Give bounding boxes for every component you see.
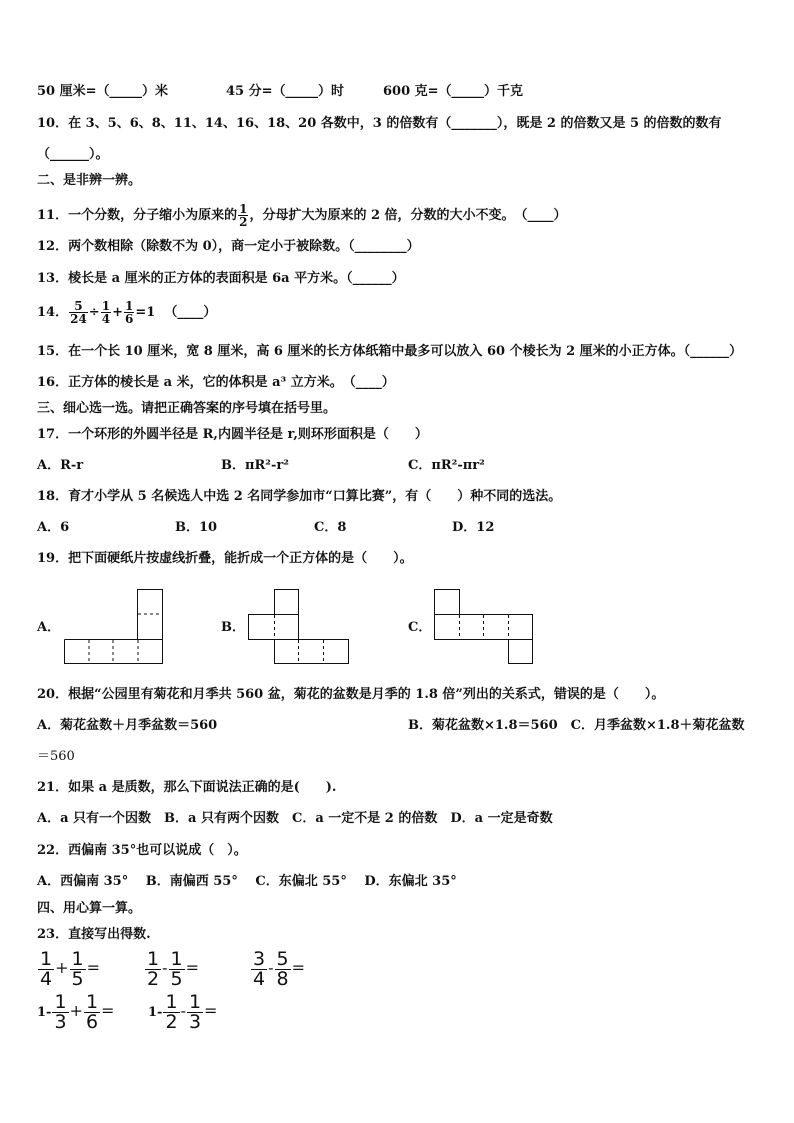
q14-blank: （____）	[164, 305, 217, 320]
q20-option-a: A．菊花盆数＋月季盆数＝560	[37, 718, 218, 733]
q23-e3-frac-a	[251, 950, 267, 989]
q14-divide: ÷	[88, 305, 100, 320]
q11-suffix: ，分母扩大为原来的 2 倍，分数的大小不变。 （____）	[249, 208, 567, 223]
q23-e2-op: -	[162, 958, 168, 977]
q15: 15．在一个长 10 厘米，宽 8 厘米，高 6 厘米的长方体纸箱中最多可以放入 60 个棱长为 2 厘米的小正方体。（______）	[37, 344, 743, 359]
q23-e3-b-den: 8	[276, 968, 289, 990]
q23-e2-eq: =	[185, 958, 199, 977]
q23-expr-4	[37, 993, 114, 1032]
q23-expr-1	[37, 950, 100, 989]
q23-e4-frac-a	[52, 993, 68, 1032]
q23-e1-b-den: 5	[71, 968, 84, 990]
q23-e1-op: +	[55, 958, 69, 977]
q23-e2-a-den: 2	[147, 968, 160, 990]
q23-e1-frac-a	[38, 950, 54, 989]
q23-e2-b-den: 5	[170, 968, 183, 990]
q23-e1-eq: =	[86, 958, 100, 977]
q9-item-c: 600 克=（_____）千克	[383, 84, 524, 99]
q23-e2-a-num: 1	[147, 948, 160, 970]
q23-e5-frac-b	[187, 993, 203, 1032]
cube-net-a	[64, 589, 164, 665]
q21-options: A．a 只有一个因数 B．a 只有两个因数 C．a 一定不是 2 的倍数 D．a 一定是奇数	[37, 811, 553, 826]
q18-option-c: C．8	[314, 520, 347, 535]
q19-option-b-label: B．	[221, 620, 245, 635]
q21-stem: 21．如果 a 是质数，那么下面说法正确的是( ).	[37, 780, 337, 795]
q17-option-b: B．πR²-r²	[221, 458, 289, 473]
q17-stem: 17．一个环形的外圆半径是 R,内圆半径是 r,则环形面积是（ ）	[37, 427, 428, 442]
q17-option-a: A．R-r	[37, 458, 84, 473]
q23-e5-op: -	[180, 1001, 186, 1020]
q14-f1-den: 24	[70, 312, 87, 326]
q23-e4-eq: =	[101, 1001, 115, 1020]
section-4-heading: 四、用心算一算。	[37, 901, 142, 916]
q14-equals: =1	[135, 305, 156, 320]
q12: 12．两个数相除（除数不为 0），商一定小于被除数。（________）	[37, 239, 420, 254]
q23-e4-op: +	[69, 1001, 83, 1020]
q23-e4-a-num: 1	[54, 991, 67, 1013]
q10-line2: （______）。	[37, 147, 109, 162]
q11-fraction-den: 2	[239, 215, 248, 229]
q16: 16．正方体的棱长是 a 米，它的体积是 a³ 立方米。 （____）	[37, 375, 395, 390]
q23-e5-frac-a	[163, 993, 179, 1032]
section-3-heading: 三、细心选一选。请把正确答案的序号填在括号里。	[37, 401, 337, 416]
q9-item-a: 50 厘米=（_____）米	[37, 84, 169, 99]
q23-e3-a-num: 3	[253, 948, 266, 970]
q23-expr-5	[148, 993, 217, 1032]
q23-e3-frac-b	[275, 950, 291, 989]
q18-stem: 18．育才小学从 5 名候选人中选 2 名同学参加市“口算比赛”，有（ ）种不同的选法。	[37, 489, 562, 504]
q23-e5-a-num: 1	[165, 991, 178, 1013]
q23-e4-frac-b	[84, 993, 100, 1032]
q11-fraction	[238, 203, 248, 228]
q13: 13．棱长是 a 厘米的正方体的表面积是 6a 平方米。（______）	[37, 271, 405, 286]
q10-line1: 10．在 3、5、6、8、11、14、16、18、20 各数中，3 的倍数有（_______），既是 2 的倍数又是 5 的倍数的数有	[37, 116, 722, 131]
q23-stem: 23．直接写出得数.	[37, 927, 151, 942]
q17-option-c: C．πR²-πr²	[408, 458, 485, 473]
q20-options-bc: B．菊花盆数×1.8＝560 C．月季盆数×1.8＋菊花盆数	[408, 718, 745, 733]
q14-f2-den: 4	[101, 312, 111, 326]
q18-option-d: D．12	[452, 520, 495, 535]
q19-option-a-label: A．	[37, 620, 61, 635]
q14	[37, 300, 216, 325]
q23-e1-b-num: 1	[71, 948, 84, 970]
q23-e4-b-den: 6	[85, 1011, 99, 1033]
cube-net-c	[434, 589, 534, 665]
q14-f3-num: 1	[124, 299, 134, 313]
q23-e3-op: -	[268, 958, 274, 977]
q9-item-b: 45 分=（_____）时	[226, 84, 345, 99]
q23-e3-b-num: 5	[276, 948, 289, 970]
q23-expr-2	[144, 950, 199, 989]
q23-e4-b-num: 1	[85, 991, 99, 1013]
q11-prefix: 11．一个分数，分子缩小为原来的	[37, 208, 238, 223]
q11	[37, 203, 567, 228]
q22-stem: 22．西偏南 35°也可以说成（ ）。	[37, 843, 247, 858]
q18-option-b: B．10	[175, 520, 218, 535]
q23-e1-a-den: 4	[40, 968, 53, 990]
q14-fraction-3	[124, 300, 134, 325]
q14-label: 14．	[37, 305, 69, 320]
q23-e3-eq: =	[291, 958, 305, 977]
q23-e3-a-den: 4	[253, 968, 266, 990]
q23-e5-a-den: 2	[165, 1011, 178, 1033]
q23-e4-lead: 1-	[37, 1005, 52, 1020]
q23-e5-lead: 1-	[148, 1005, 163, 1020]
q23-e2-frac-b	[169, 950, 185, 989]
q20-stem: 20．根据“公园里有菊花和月季共 560 盆，菊花的盆数是月季的 1.8 倍”列出的关系式，错误的是（ ）。	[37, 687, 665, 702]
q11-fraction-num: 1	[239, 202, 248, 216]
q14-fraction-1	[69, 300, 88, 325]
q23-e5-b-den: 3	[188, 1011, 202, 1033]
q22-options: A．西偏南 35° B．南偏西 55° C．东偏北 55° D．东偏北 35°	[37, 874, 457, 889]
q19-stem: 19．把下面硬纸片按虚线折叠，能折成一个正方体的是（ ）。	[37, 551, 413, 566]
q23-e5-eq: =	[204, 1001, 218, 1020]
q23-e2-b-num: 1	[170, 948, 183, 970]
q14-f3-den: 6	[124, 312, 134, 326]
q14-fraction-2	[101, 300, 111, 325]
q23-expr-3	[250, 950, 305, 989]
q23-e2-frac-a	[145, 950, 161, 989]
cube-net-b	[248, 589, 352, 665]
q20-continuation: ＝560	[37, 749, 75, 764]
q14-plus: +	[112, 305, 123, 320]
q23-e1-a-num: 1	[40, 948, 53, 970]
q14-f1-num: 5	[69, 300, 88, 313]
q23-e4-a-den: 3	[54, 1011, 67, 1033]
q23-e5-b-num: 1	[188, 991, 202, 1013]
section-2-heading: 二、是非辨一辨。	[37, 173, 142, 188]
q14-f2-num: 1	[101, 299, 111, 313]
q19-option-c-label: C．	[408, 620, 432, 635]
q18-option-a: A．6	[37, 520, 70, 535]
q23-e1-frac-b	[70, 950, 86, 989]
